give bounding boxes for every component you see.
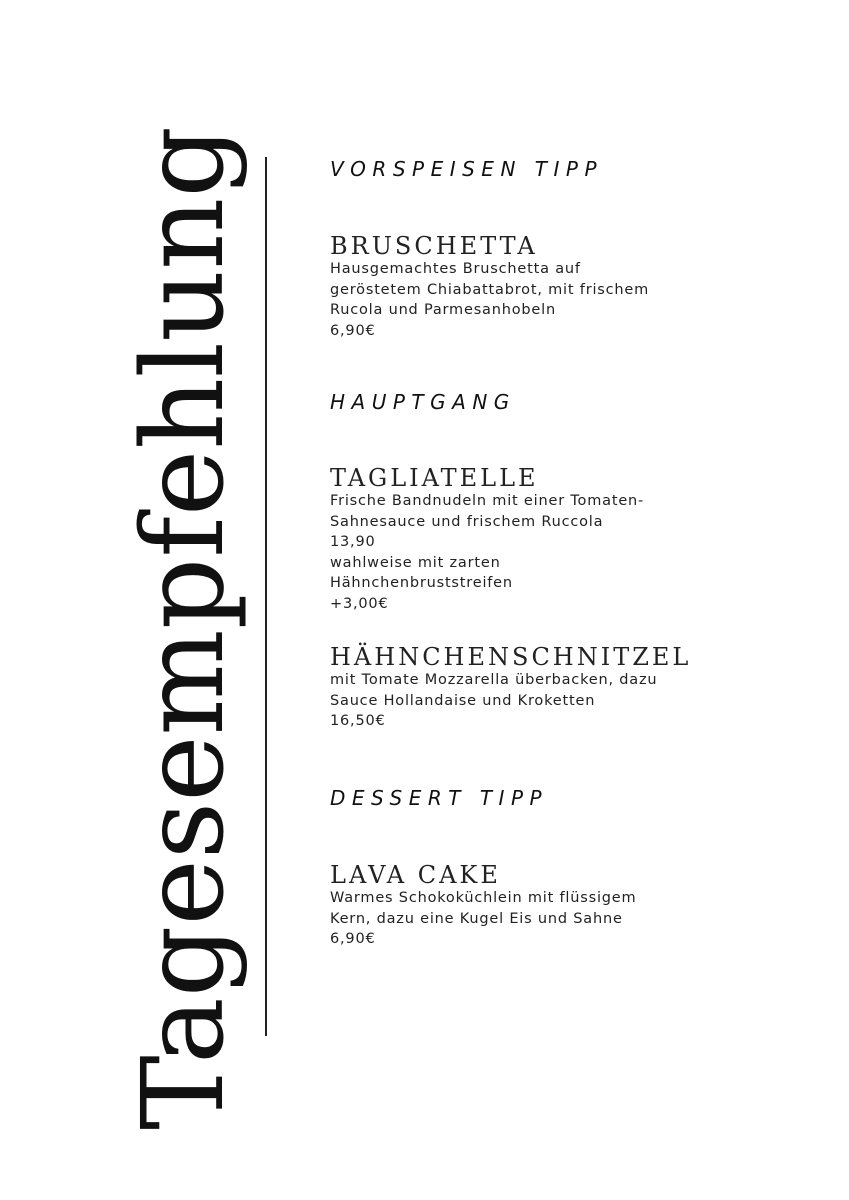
section-heading-vorspeisen: VORSPEISEN TIPP [330, 157, 603, 181]
item-price: 13,90 [330, 534, 376, 550]
page-title: Tagesempfehlung [119, 125, 249, 1131]
item-name: HÄHNCHENSCHNITZEL [330, 643, 692, 671]
item-description-line: Sahnesauce und frischem Ruccola [330, 513, 604, 530]
item-description-line: Hähnchenbruststreifen [330, 575, 513, 591]
item-name: LAVA CAKE [330, 861, 501, 889]
section-heading-dessert: DESSERT TIPP [330, 786, 549, 810]
item-description-line: mit Tomate Mozzarella überbacken, dazu [330, 672, 658, 688]
item-description-line: Kern, dazu eine Kugel Eis und Sahne [330, 910, 623, 927]
item-price: 6,90€ [330, 931, 376, 947]
item-price: 6,90€ [330, 322, 376, 339]
menu-item-lava-cake [330, 862, 830, 950]
item-description-line: Frische Bandnudeln mit einer Tomaten- [330, 493, 645, 509]
item-description-line: Warmes Schokoküchlein mit flüssigem [330, 890, 637, 906]
item-description-line: geröstetem Chiabattabrot, mit frischem [330, 281, 650, 298]
menu-item-haehnchenschnitzel [330, 644, 830, 732]
item-description-line: wahlweise mit zarten [330, 554, 501, 571]
item-name: BRUSCHETTA [330, 232, 538, 260]
item-description-line: Hausgemachtes Bruschetta auf [330, 261, 581, 277]
menu-item-bruschetta [330, 233, 830, 341]
menu-item-tagliatelle [330, 465, 830, 614]
section-heading-hauptgang: HAUPTGANG [330, 390, 516, 414]
item-name: TAGLIATELLE [330, 464, 539, 492]
item-description-line: Sauce Hollandaise und Kroketten [330, 692, 596, 709]
item-description-line: Rucola und Parmesanhobeln [330, 302, 556, 318]
item-price: 16,50€ [330, 713, 386, 729]
vertical-divider [265, 157, 267, 1036]
item-price: +3,00€ [330, 595, 389, 612]
